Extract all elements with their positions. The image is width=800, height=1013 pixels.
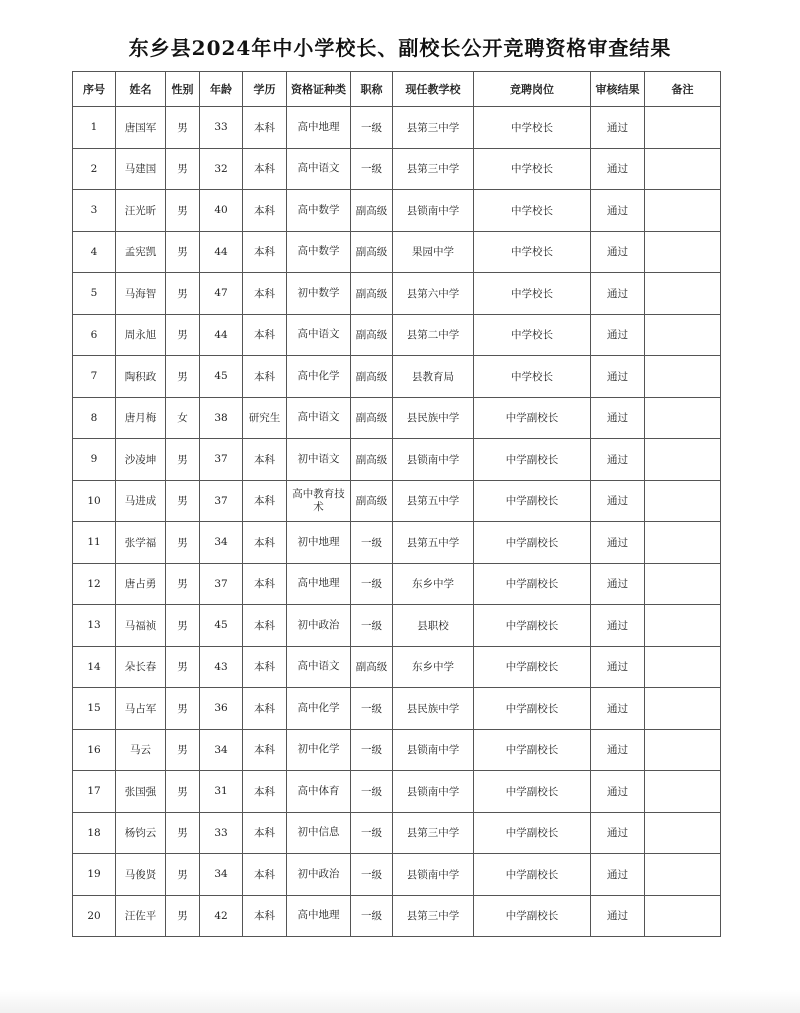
cell-result: 通过 <box>591 605 645 647</box>
cell-education: 本科 <box>243 314 287 356</box>
cell-name: 唐月梅 <box>116 397 166 439</box>
cell-result: 通过 <box>591 397 645 439</box>
cell-title-rank: 一级 <box>351 688 393 730</box>
cell-title-rank: 副高级 <box>351 273 393 315</box>
cell-remarks <box>645 397 721 439</box>
cell-age: 34 <box>200 729 243 771</box>
cell-education: 本科 <box>243 605 287 647</box>
cell-index: 17 <box>73 771 116 813</box>
cell-name: 张学福 <box>116 522 166 564</box>
cell-current-school: 县第三中学 <box>393 895 474 937</box>
cell-certificate: 高中地理 <box>287 563 351 605</box>
cell-name: 唐占勇 <box>116 563 166 605</box>
cell-position: 中学副校长 <box>474 605 591 647</box>
cell-title-rank: 一级 <box>351 107 393 149</box>
table-row <box>73 895 721 937</box>
cell-position: 中学副校长 <box>474 895 591 937</box>
cell-age: 47 <box>200 273 243 315</box>
table-row <box>73 771 721 813</box>
cell-position: 中学副校长 <box>474 771 591 813</box>
cell-age: 43 <box>200 646 243 688</box>
cell-result: 通过 <box>591 356 645 398</box>
cell-result: 通过 <box>591 314 645 356</box>
cell-age: 40 <box>200 190 243 232</box>
cell-certificate: 高中教育技术 <box>287 480 351 522</box>
cell-certificate: 初中地理 <box>287 522 351 564</box>
cell-name: 汪光昕 <box>116 190 166 232</box>
cell-title-rank: 一级 <box>351 729 393 771</box>
cell-age: 44 <box>200 314 243 356</box>
table-row <box>73 314 721 356</box>
cell-education: 本科 <box>243 771 287 813</box>
cell-certificate: 高中语文 <box>287 397 351 439</box>
cell-education: 本科 <box>243 356 287 398</box>
cell-position: 中学校长 <box>474 314 591 356</box>
cell-certificate: 初中政治 <box>287 854 351 896</box>
cell-result: 通过 <box>591 480 645 522</box>
header-education: 学历 <box>243 72 287 107</box>
cell-title-rank: 副高级 <box>351 356 393 398</box>
cell-current-school: 东乡中学 <box>393 563 474 605</box>
cell-certificate: 高中语文 <box>287 646 351 688</box>
cell-certificate: 初中语文 <box>287 439 351 481</box>
table-row <box>73 190 721 232</box>
cell-gender: 男 <box>166 854 200 896</box>
header-gender: 性别 <box>166 72 200 107</box>
table-row <box>73 563 721 605</box>
cell-remarks <box>645 231 721 273</box>
cell-position: 中学副校长 <box>474 854 591 896</box>
cell-remarks <box>645 646 721 688</box>
cell-remarks <box>645 314 721 356</box>
cell-result: 通过 <box>591 563 645 605</box>
table-header-row <box>73 72 721 107</box>
cell-current-school: 果园中学 <box>393 231 474 273</box>
header-current-school: 现任教学校 <box>393 72 474 107</box>
table-row <box>73 439 721 481</box>
cell-name: 周永旭 <box>116 314 166 356</box>
cell-gender: 男 <box>166 190 200 232</box>
cell-result: 通过 <box>591 273 645 315</box>
cell-position: 中学副校长 <box>474 812 591 854</box>
cell-position: 中学校长 <box>474 273 591 315</box>
cell-gender: 男 <box>166 231 200 273</box>
table-row <box>73 646 721 688</box>
cell-name: 孟宪凯 <box>116 231 166 273</box>
cell-remarks <box>645 148 721 190</box>
cell-remarks <box>645 480 721 522</box>
cell-result: 通过 <box>591 854 645 896</box>
cell-name: 马福祯 <box>116 605 166 647</box>
table-row <box>73 397 721 439</box>
cell-current-school: 县锁南中学 <box>393 190 474 232</box>
table-row <box>73 688 721 730</box>
cell-gender: 男 <box>166 522 200 564</box>
cell-certificate: 高中数学 <box>287 231 351 273</box>
cell-education: 本科 <box>243 646 287 688</box>
cell-age: 42 <box>200 895 243 937</box>
cell-result: 通过 <box>591 895 645 937</box>
cell-result: 通过 <box>591 688 645 730</box>
cell-remarks <box>645 895 721 937</box>
page-bottom-edge <box>0 990 800 1013</box>
cell-certificate: 高中地理 <box>287 107 351 149</box>
cell-age: 38 <box>200 397 243 439</box>
cell-education: 本科 <box>243 107 287 149</box>
cell-index: 12 <box>73 563 116 605</box>
cell-current-school: 县第三中学 <box>393 812 474 854</box>
cell-certificate: 初中信息 <box>287 812 351 854</box>
cell-index: 1 <box>73 107 116 149</box>
cell-certificate: 高中语文 <box>287 314 351 356</box>
cell-name: 张国强 <box>116 771 166 813</box>
cell-name: 马俊贤 <box>116 854 166 896</box>
cell-current-school: 县民族中学 <box>393 397 474 439</box>
cell-name: 马云 <box>116 729 166 771</box>
table-row <box>73 273 721 315</box>
table-body <box>73 107 721 937</box>
review-results-table <box>72 71 721 937</box>
cell-age: 36 <box>200 688 243 730</box>
cell-remarks <box>645 273 721 315</box>
cell-position: 中学校长 <box>474 231 591 273</box>
cell-position: 中学副校长 <box>474 397 591 439</box>
cell-education: 本科 <box>243 563 287 605</box>
cell-title-rank: 一级 <box>351 522 393 564</box>
cell-name: 汪佐平 <box>116 895 166 937</box>
table-row <box>73 854 721 896</box>
cell-gender: 男 <box>166 480 200 522</box>
cell-gender: 男 <box>166 107 200 149</box>
cell-remarks <box>645 439 721 481</box>
cell-remarks <box>645 356 721 398</box>
cell-index: 16 <box>73 729 116 771</box>
cell-remarks <box>645 771 721 813</box>
cell-title-rank: 副高级 <box>351 439 393 481</box>
cell-current-school: 县第三中学 <box>393 148 474 190</box>
cell-certificate: 高中化学 <box>287 688 351 730</box>
cell-title-rank: 副高级 <box>351 314 393 356</box>
table-row <box>73 480 721 522</box>
cell-result: 通过 <box>591 107 645 149</box>
cell-index: 7 <box>73 356 116 398</box>
cell-education: 研究生 <box>243 397 287 439</box>
cell-current-school: 县教育局 <box>393 356 474 398</box>
cell-current-school: 东乡中学 <box>393 646 474 688</box>
cell-index: 4 <box>73 231 116 273</box>
cell-position: 中学副校长 <box>474 646 591 688</box>
cell-index: 9 <box>73 439 116 481</box>
cell-position: 中学副校长 <box>474 563 591 605</box>
cell-title-rank: 副高级 <box>351 480 393 522</box>
cell-certificate: 高中地理 <box>287 895 351 937</box>
table-row <box>73 231 721 273</box>
document-title: 东乡县2024年中小学校长、副校长公开竞聘资格审查结果 <box>128 36 672 60</box>
cell-index: 10 <box>73 480 116 522</box>
cell-index: 15 <box>73 688 116 730</box>
cell-current-school: 县职校 <box>393 605 474 647</box>
cell-position: 中学副校长 <box>474 480 591 522</box>
cell-position: 中学副校长 <box>474 522 591 564</box>
cell-age: 44 <box>200 231 243 273</box>
cell-education: 本科 <box>243 148 287 190</box>
cell-remarks <box>645 854 721 896</box>
header-age: 年龄 <box>200 72 243 107</box>
cell-current-school: 县第二中学 <box>393 314 474 356</box>
cell-result: 通过 <box>591 646 645 688</box>
cell-certificate: 高中化学 <box>287 356 351 398</box>
cell-certificate: 初中数学 <box>287 273 351 315</box>
cell-result: 通过 <box>591 190 645 232</box>
cell-remarks <box>645 688 721 730</box>
cell-index: 5 <box>73 273 116 315</box>
cell-name: 马海智 <box>116 273 166 315</box>
cell-title-rank: 副高级 <box>351 397 393 439</box>
cell-education: 本科 <box>243 854 287 896</box>
cell-remarks <box>645 812 721 854</box>
cell-title-rank: 一级 <box>351 605 393 647</box>
cell-education: 本科 <box>243 812 287 854</box>
cell-gender: 男 <box>166 356 200 398</box>
cell-position: 中学校长 <box>474 148 591 190</box>
cell-title-rank: 一级 <box>351 563 393 605</box>
cell-gender: 男 <box>166 646 200 688</box>
table-row <box>73 148 721 190</box>
cell-result: 通过 <box>591 522 645 564</box>
cell-gender: 男 <box>166 895 200 937</box>
cell-title-rank: 一级 <box>351 148 393 190</box>
header-title-rank: 职称 <box>351 72 393 107</box>
table-row <box>73 107 721 149</box>
cell-position: 中学校长 <box>474 356 591 398</box>
cell-age: 32 <box>200 148 243 190</box>
cell-name: 陶积政 <box>116 356 166 398</box>
cell-index: 20 <box>73 895 116 937</box>
cell-title-rank: 一级 <box>351 895 393 937</box>
cell-gender: 男 <box>166 439 200 481</box>
cell-result: 通过 <box>591 148 645 190</box>
cell-result: 通过 <box>591 812 645 854</box>
table-row <box>73 605 721 647</box>
cell-index: 8 <box>73 397 116 439</box>
cell-gender: 女 <box>166 397 200 439</box>
cell-name: 沙凌坤 <box>116 439 166 481</box>
cell-age: 34 <box>200 854 243 896</box>
cell-name: 马建国 <box>116 148 166 190</box>
cell-education: 本科 <box>243 231 287 273</box>
cell-title-rank: 副高级 <box>351 646 393 688</box>
cell-education: 本科 <box>243 729 287 771</box>
header-result: 审核结果 <box>591 72 645 107</box>
cell-position: 中学副校长 <box>474 688 591 730</box>
cell-remarks <box>645 522 721 564</box>
cell-name: 杨钧云 <box>116 812 166 854</box>
cell-certificate: 初中政治 <box>287 605 351 647</box>
cell-current-school: 县民族中学 <box>393 688 474 730</box>
header-certificate: 资格证种类 <box>287 72 351 107</box>
cell-remarks <box>645 563 721 605</box>
cell-gender: 男 <box>166 148 200 190</box>
header-position: 竞聘岗位 <box>474 72 591 107</box>
cell-position: 中学校长 <box>474 190 591 232</box>
table-row <box>73 522 721 564</box>
cell-index: 18 <box>73 812 116 854</box>
cell-education: 本科 <box>243 895 287 937</box>
cell-age: 31 <box>200 771 243 813</box>
cell-gender: 男 <box>166 273 200 315</box>
cell-current-school: 县第五中学 <box>393 522 474 564</box>
cell-position: 中学副校长 <box>474 729 591 771</box>
cell-age: 37 <box>200 439 243 481</box>
cell-gender: 男 <box>166 812 200 854</box>
cell-age: 45 <box>200 356 243 398</box>
cell-result: 通过 <box>591 231 645 273</box>
cell-age: 37 <box>200 480 243 522</box>
cell-current-school: 县锁南中学 <box>393 439 474 481</box>
cell-name: 唐国军 <box>116 107 166 149</box>
cell-remarks <box>645 605 721 647</box>
cell-current-school: 县锁南中学 <box>393 854 474 896</box>
cell-remarks <box>645 190 721 232</box>
cell-current-school: 县锁南中学 <box>393 729 474 771</box>
table-row <box>73 812 721 854</box>
cell-index: 11 <box>73 522 116 564</box>
cell-index: 19 <box>73 854 116 896</box>
cell-index: 14 <box>73 646 116 688</box>
cell-title-rank: 一级 <box>351 771 393 813</box>
table-row <box>73 356 721 398</box>
cell-result: 通过 <box>591 771 645 813</box>
cell-education: 本科 <box>243 480 287 522</box>
cell-gender: 男 <box>166 605 200 647</box>
cell-current-school: 县锁南中学 <box>393 771 474 813</box>
cell-position: 中学副校长 <box>474 439 591 481</box>
cell-name: 马进成 <box>116 480 166 522</box>
header-index: 序号 <box>73 72 116 107</box>
cell-education: 本科 <box>243 273 287 315</box>
cell-title-rank: 副高级 <box>351 190 393 232</box>
cell-certificate: 高中数学 <box>287 190 351 232</box>
header-name: 姓名 <box>116 72 166 107</box>
cell-index: 13 <box>73 605 116 647</box>
cell-education: 本科 <box>243 439 287 481</box>
cell-age: 34 <box>200 522 243 564</box>
cell-age: 37 <box>200 563 243 605</box>
cell-title-rank: 一级 <box>351 812 393 854</box>
cell-remarks <box>645 729 721 771</box>
cell-gender: 男 <box>166 563 200 605</box>
cell-name: 马占军 <box>116 688 166 730</box>
cell-gender: 男 <box>166 688 200 730</box>
cell-education: 本科 <box>243 190 287 232</box>
cell-certificate: 高中体育 <box>287 771 351 813</box>
cell-index: 2 <box>73 148 116 190</box>
cell-position: 中学校长 <box>474 107 591 149</box>
table-row <box>73 729 721 771</box>
cell-index: 6 <box>73 314 116 356</box>
cell-age: 45 <box>200 605 243 647</box>
cell-current-school: 县第五中学 <box>393 480 474 522</box>
cell-certificate: 初中化学 <box>287 729 351 771</box>
cell-current-school: 县第六中学 <box>393 273 474 315</box>
cell-certificate: 高中语文 <box>287 148 351 190</box>
cell-education: 本科 <box>243 688 287 730</box>
cell-gender: 男 <box>166 729 200 771</box>
cell-result: 通过 <box>591 729 645 771</box>
cell-title-rank: 一级 <box>351 854 393 896</box>
cell-remarks <box>645 107 721 149</box>
cell-gender: 男 <box>166 771 200 813</box>
cell-index: 3 <box>73 190 116 232</box>
cell-age: 33 <box>200 107 243 149</box>
cell-name: 朵长春 <box>116 646 166 688</box>
cell-current-school: 县第三中学 <box>393 107 474 149</box>
cell-gender: 男 <box>166 314 200 356</box>
cell-result: 通过 <box>591 439 645 481</box>
cell-age: 33 <box>200 812 243 854</box>
cell-title-rank: 副高级 <box>351 231 393 273</box>
header-remarks: 备注 <box>645 72 721 107</box>
cell-education: 本科 <box>243 522 287 564</box>
